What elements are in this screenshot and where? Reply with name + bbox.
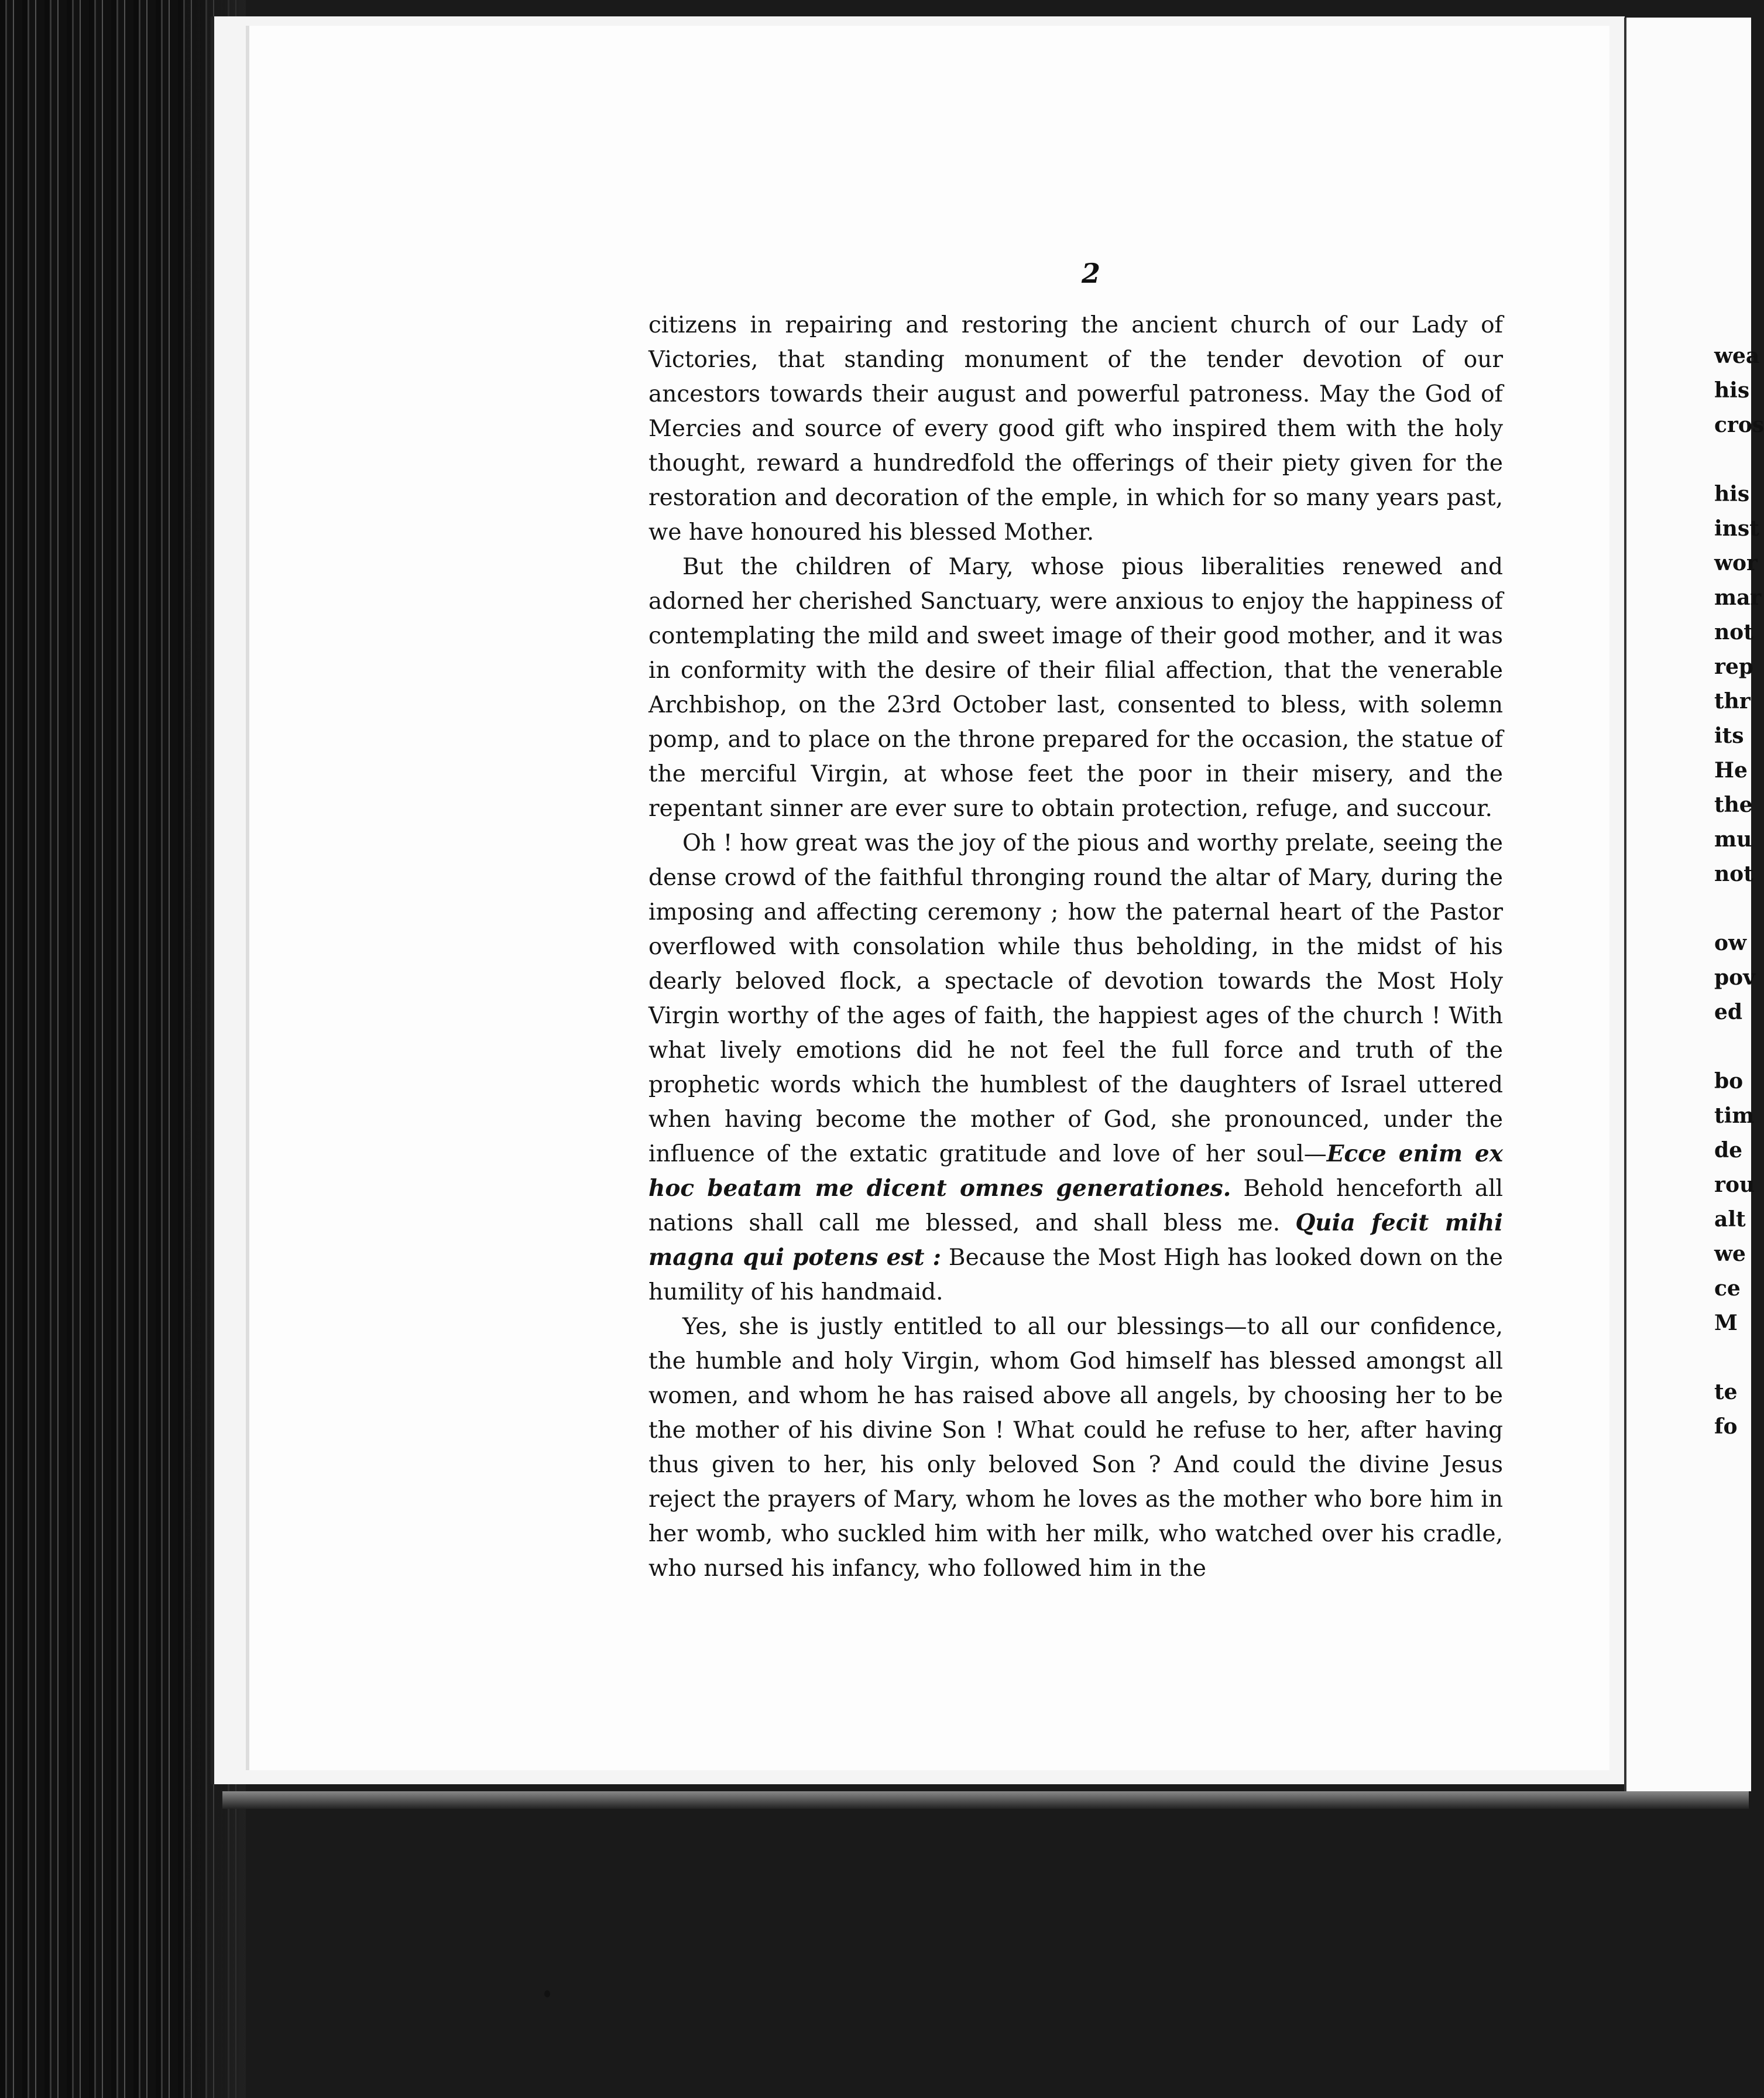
facing-page-line: wor [1714,551,1758,575]
text-run: Behold henceforth all nations shall call me blessed, and shall bless me. [648,1175,1504,1236]
facing-page-line: bo [1714,1069,1744,1093]
facing-page-line: M [1714,1311,1738,1335]
facing-page-line: rou [1714,1173,1755,1197]
facing-page-line: not [1714,620,1753,645]
facing-page-line: wea [1714,344,1760,368]
speck [544,1990,550,1997]
body-text [648,308,1503,1586]
facing-page-line: fo [1714,1414,1738,1439]
facing-page-line: te [1714,1380,1738,1404]
facing-page-line: de [1714,1138,1743,1163]
text-run: citizens in repairing and restoring the ancient church of our Lady of Victories, that standing monument of the tender devotion of our ancestors towards their august and powerful patroness. May the God of Mercies and source of every good gift who inspired them with the holy thought, reward a hundredfold the offerings of their piety given for the restoration and decoration of the emple, in which for so many years past, we have honoured his blessed Mother. [648,312,1503,546]
facing-page-line: ed [1714,1000,1743,1024]
facing-page-line: ce [1714,1276,1741,1301]
facing-page-line: we [1714,1242,1746,1266]
facing-page-line: cros [1714,413,1764,437]
paragraph [648,1309,1503,1586]
facing-page-line: rep [1714,654,1754,679]
page-bottom-edge [222,1791,1749,1809]
facing-page-line: alt [1714,1207,1746,1232]
facing-page-line: not [1714,862,1753,886]
facing-page-line: tim [1714,1103,1755,1128]
facing-page-line: his [1714,378,1750,403]
latin-quote: Quia fecit mihi magna qui potens est : [648,1209,1503,1271]
text-run: Oh ! how great was the joy of the pious and worthy prelate, seeing the dense crowd of the faithful thronging round the altar of Mary, during the imposing and affecting ceremony ; how the paternal heart of the Pastor overflowed with consolation while thus beholding, in the midst of his dearly beloved flock, a spectacle of devotion towards the Most Holy Virgin worthy of the ages of faith, the happiest ages of the church ! With what lively emotions did he not feel the full force and truth of the prophetic words which the humblest of the daughters of Israel uttered when having become the mother of God, she pronounced, under the influence of the extatic gratitude and love of her soul— [648,830,1503,1167]
text-run: Because the Most High has looked down on the humility of his handmaid. [648,1245,1503,1305]
latin-quote: Ecce enim ex hoc beatam me dicent omnes generationes. [648,1140,1503,1202]
facing-page-line: the [1714,793,1753,817]
paragraph [648,550,1503,826]
facing-page-line: inst [1714,516,1759,541]
facing-page-line: thr [1714,689,1751,714]
facing-page-line: mar [1714,585,1762,610]
text-run: But the children of Mary, whose pious liberalities renewed and adorned her cherished Sanctuary, were anxious to enjoy the happiness of contemplating the mild and sweet image of their good mother, and it was in conformity with the desire of their filial affection, that the venerable Archbishop, on the 23rd October last, consented to bless, with solemn pomp, and to place on the throne prepared for the occasion, the statue of the merciful Virgin, at whose feet the poor in their misery, and the repentant sinner are ever sure to obtain protection, refuge, and succour. [648,554,1503,822]
text-run: Yes, she is justly entitled to all our blessings—to all our confidence, the humble and holy Virgin, whom God himself has blessed amongst all women, and whom he has raised above all angels, by choosing her to be the mother of his divine Son ! What could he refuse to her, after having thus given to her, his only beloved Son ? And could the divine Jesus reject the prayers of Mary, whom he loves as the mother who bore him in her womb, who suckled him with her milk, who watched over his cradle, who nursed his infancy, who followed him in the [648,1314,1503,1582]
facing-page-line: He [1714,758,1748,783]
facing-page-line: its [1714,724,1744,748]
facing-page-line: his [1714,482,1750,506]
facing-page-line: ow [1714,931,1747,955]
paragraph [648,308,1503,550]
page-number: 2 [1082,258,1101,289]
facing-page [1624,18,1764,1791]
facing-page-line: pov [1714,965,1756,990]
paragraph [648,826,1503,1309]
facing-page-line: mu [1714,827,1752,852]
